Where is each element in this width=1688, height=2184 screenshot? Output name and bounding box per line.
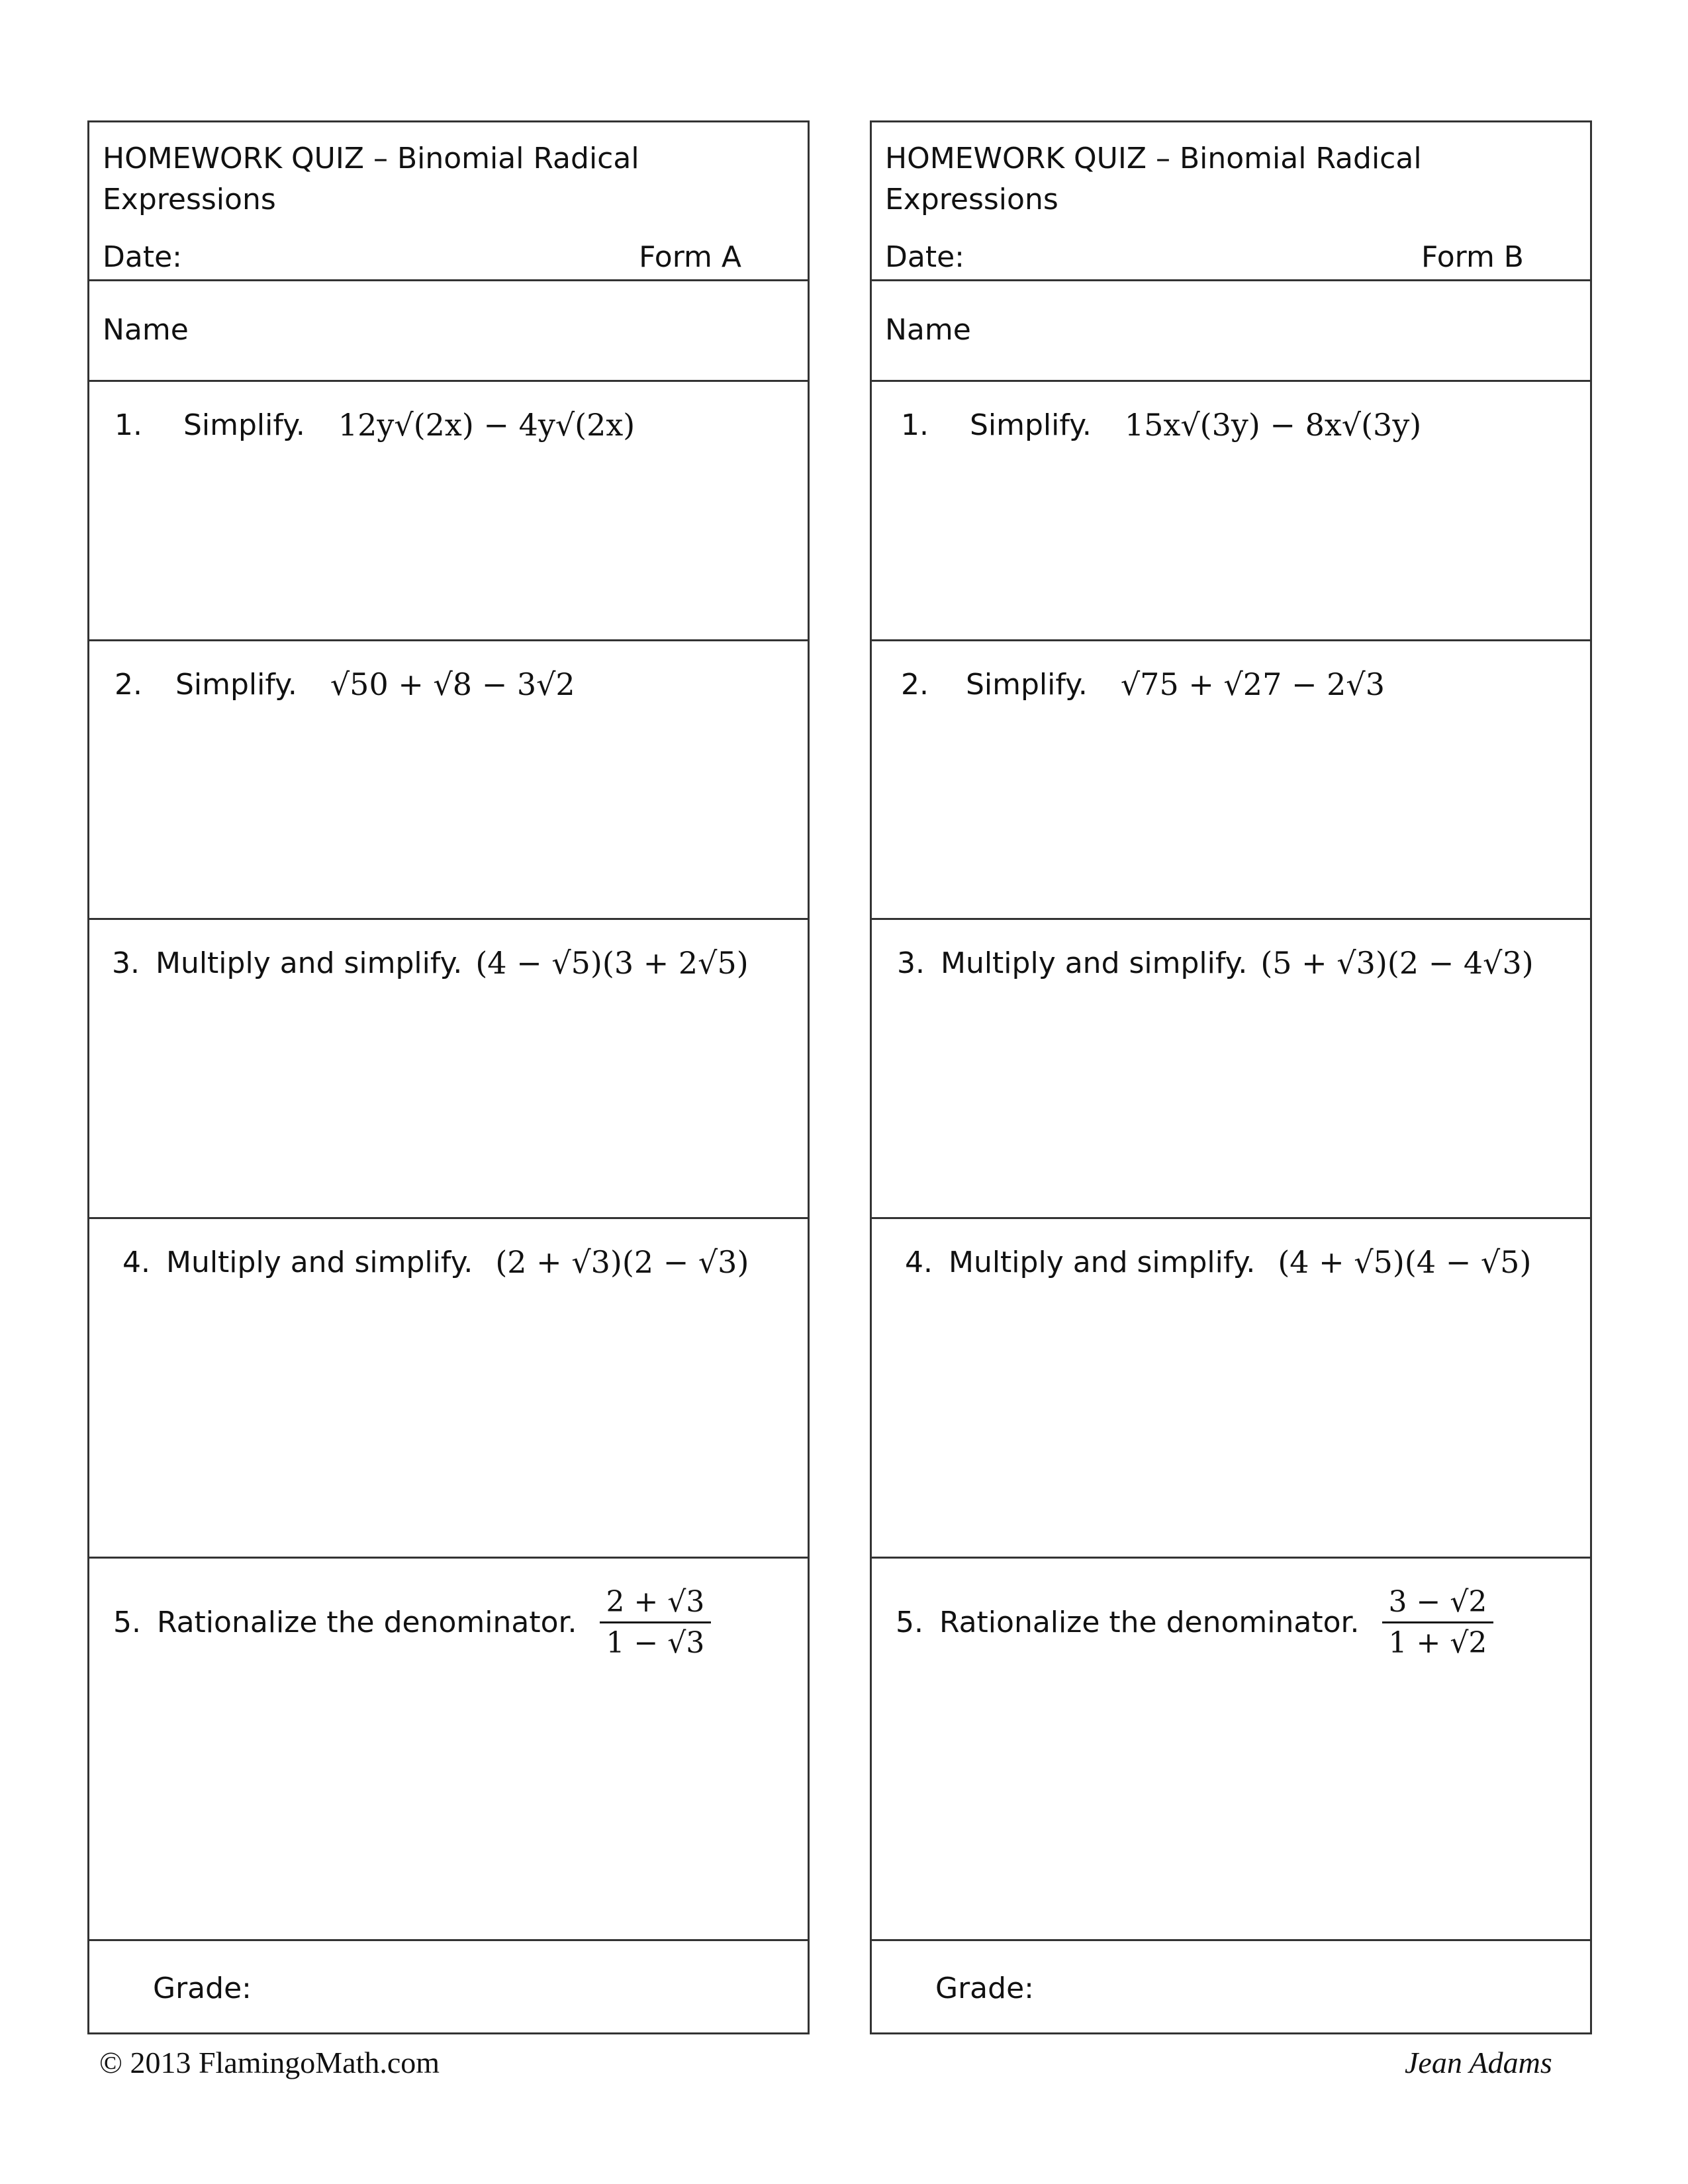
- question-number: 4.: [122, 1245, 150, 1279]
- question-number: 1.: [901, 408, 929, 442]
- quiz-form-a: [87, 120, 810, 2034]
- question-5-line: [113, 1585, 711, 1660]
- name-label: Name: [103, 313, 189, 347]
- copyright-footer: © 2013 FlamingoMath.com: [99, 2046, 440, 2079]
- grade-label: Grade:: [935, 1972, 1034, 2005]
- question-number: 2.: [901, 667, 929, 702]
- fraction-denominator: 1 + √2: [1388, 1626, 1487, 1660]
- date-label: Date:: [103, 240, 182, 274]
- fraction-numerator: 2 + √3: [600, 1585, 712, 1623]
- question-1-expression: 15x√(3y) − 8x√(3y): [1124, 407, 1422, 443]
- grade-label: Grade:: [153, 1972, 252, 2005]
- question-number: 3.: [112, 946, 140, 980]
- date-label: Date:: [885, 240, 964, 274]
- fraction-numerator: 3 − √2: [1382, 1585, 1494, 1623]
- grade-row: [89, 1941, 808, 2034]
- question-1-line: [901, 407, 1421, 443]
- question-2-line: [115, 666, 575, 702]
- quiz-header: [872, 122, 1590, 281]
- name-row[interactable]: [872, 281, 1590, 382]
- question-3-expression: (4 − √5)(3 + 2√5): [475, 945, 749, 981]
- question-instruction: Multiply and simplify.: [948, 1245, 1256, 1279]
- question-4-expression: (4 + √5)(4 − √5): [1278, 1244, 1532, 1280]
- question-3-line: [897, 945, 1534, 981]
- question-instruction: Simplify.: [183, 408, 305, 442]
- question-4-line: [122, 1244, 749, 1280]
- question-number: 5.: [896, 1606, 923, 1639]
- quiz-form-b: [870, 120, 1592, 2034]
- question-instruction: Multiply and simplify.: [155, 946, 463, 980]
- question-5-line: [896, 1585, 1493, 1660]
- question-2-expression: √75 + √27 − 2√3: [1120, 666, 1385, 702]
- question-instruction: Simplify.: [969, 408, 1092, 442]
- question-number: 1.: [115, 408, 142, 442]
- author-footer: Jean Adams: [1405, 2046, 1552, 2079]
- grade-row: [872, 1941, 1590, 2034]
- quiz-title: HOMEWORK QUIZ – Binomial Radical Expressions: [103, 142, 639, 216]
- quiz-title: HOMEWORK QUIZ – Binomial Radical Expressions: [885, 142, 1422, 216]
- question-number: 3.: [897, 946, 925, 980]
- name-label: Name: [885, 313, 971, 347]
- quiz-header: [89, 122, 808, 281]
- question-instruction: Rationalize the denominator.: [939, 1606, 1360, 1639]
- question-4[interactable]: [89, 1219, 808, 1559]
- question-2-line: [901, 666, 1385, 702]
- question-instruction: Rationalize the denominator.: [156, 1606, 577, 1639]
- question-instruction: Multiply and simplify.: [165, 1245, 473, 1279]
- question-5-fraction: [600, 1585, 712, 1660]
- question-number: 5.: [113, 1606, 141, 1639]
- question-1-line: [115, 407, 635, 443]
- question-4[interactable]: [872, 1219, 1590, 1559]
- question-instruction: Multiply and simplify.: [940, 946, 1248, 980]
- question-number: 4.: [905, 1245, 933, 1279]
- question-instruction: Simplify.: [965, 667, 1088, 702]
- form-label: Form A: [639, 240, 741, 274]
- question-1-expression: 12y√(2x) − 4y√(2x): [338, 407, 635, 443]
- form-label: Form B: [1421, 240, 1524, 274]
- question-4-line: [905, 1244, 1531, 1280]
- question-5[interactable]: [872, 1559, 1590, 1941]
- fraction-denominator: 1 − √3: [606, 1626, 705, 1660]
- question-3[interactable]: [872, 920, 1590, 1219]
- question-3[interactable]: [89, 920, 808, 1219]
- name-row[interactable]: [89, 281, 808, 382]
- question-instruction: Simplify.: [175, 667, 297, 702]
- question-2[interactable]: [872, 641, 1590, 920]
- question-3-line: [112, 945, 749, 981]
- question-3-expression: (5 + √3)(2 − 4√3): [1260, 945, 1534, 981]
- question-2-expression: √50 + √8 − 3√2: [330, 666, 575, 702]
- question-1[interactable]: [872, 382, 1590, 641]
- question-number: 2.: [115, 667, 142, 702]
- question-4-expression: (2 + √3)(2 − √3): [495, 1244, 749, 1280]
- question-5-fraction: [1382, 1585, 1494, 1660]
- question-1[interactable]: [89, 382, 808, 641]
- question-2[interactable]: [89, 641, 808, 920]
- question-5[interactable]: [89, 1559, 808, 1941]
